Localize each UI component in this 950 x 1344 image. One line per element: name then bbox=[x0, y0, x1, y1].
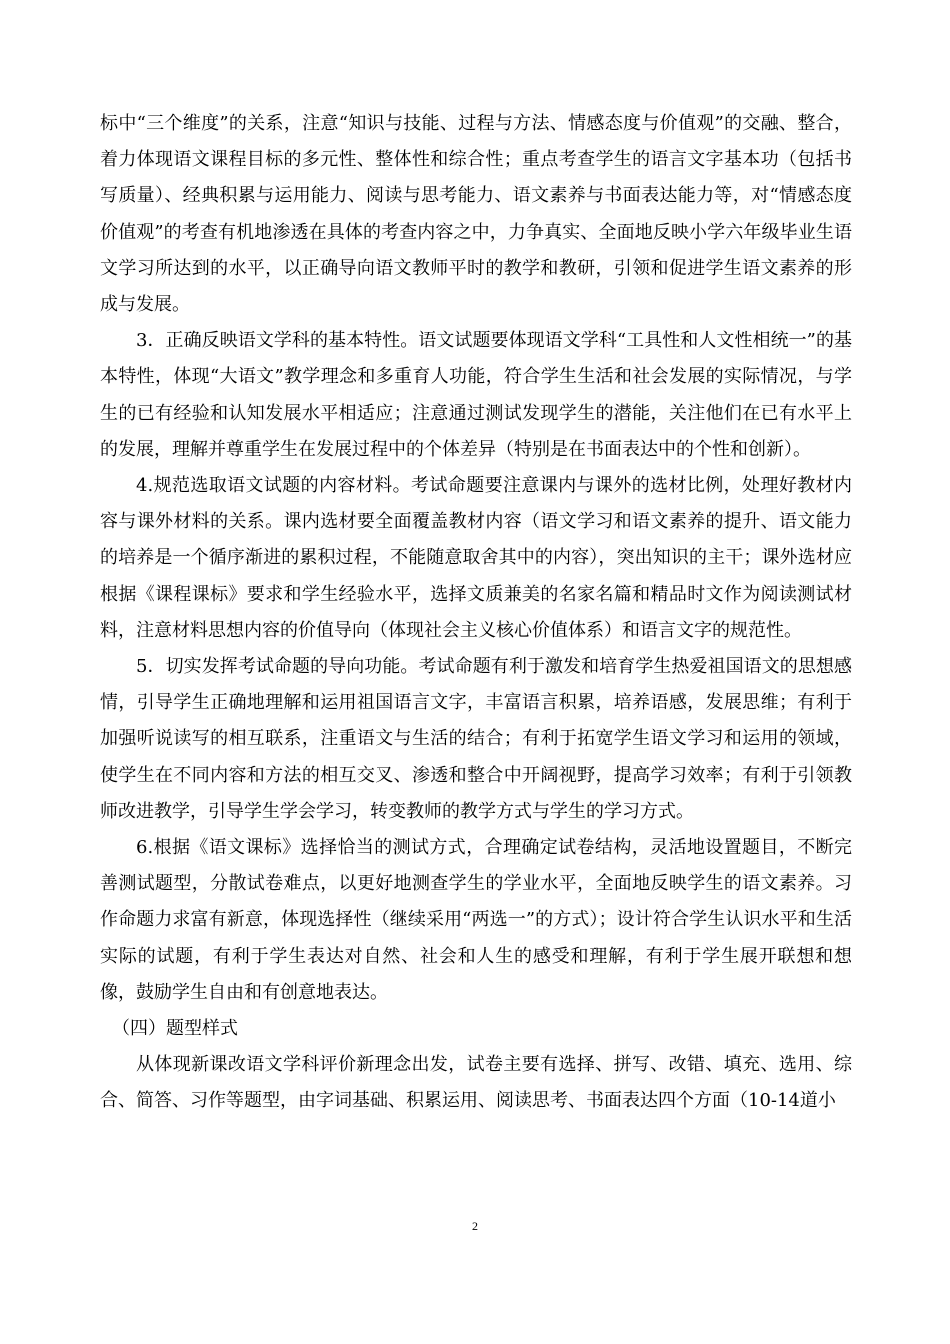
paragraph-item-4: 4.规范选取语文试题的内容材料。考试命题要注意课内与课外的选材比例，处理好教材内容与课外材料的关系。课内选材要全面覆盖教材内容（语文学习和语文素养的提升、语文能力的培养是一个循序渐进的累积过程，不能随意取舍其中的内容），突出知识的主干；课外选材应根据《课程课标》要求和学生经验水平，选择文质兼美的名家名篇和精品时文作为阅读测试材料，注意材料思想内容的价值导向（体现社会主义核心价值体系）和语言文字的规范性。 bbox=[100, 475, 852, 641]
paragraph-question-types: 从体现新课改语文学科评价新理念出发，试卷主要有选择、拼写、改错、填充、选用、综合、简答、习作等题型，由字词基础、积累运用、阅读思考、书面表达四个方面（10-14道小 bbox=[100, 1054, 852, 1112]
paragraph-item-6: 6.根据《语文课标》选择恰当的测试方式，合理确定试卷结构，灵活地设置题目，不断完善测试题型，分散试卷难点，以更好地测查学生的学业水平，全面地反映学生的语文素养。习作命题力求富有新意，体现选择性（继续采用“两选一”的方式）；设计符合学生认识水平和生活实际的试题，有利于学生表达对自然、社会和人生的感受和理解，有利于学生展开联想和想像，鼓励学生自由和有创意地表达。 bbox=[100, 837, 852, 1003]
paragraph-item-5: 5．切实发挥考试命题的导向功能。考试命题有利于激发和培育学生热爱祖国语文的思想感情，引导学生正确地理解和运用祖国语言文字，丰富语言积累，培养语感，发展思维；有利于加强听说读写的相互联系，注重语文与生活的结合；有利于拓宽学生语文学习和运用的领域，使学生在不同内容和方法的相互交叉、渗透和整合中开阔视野，提高学习效率；有利于引领教师改进教学，引导学生学会学习，转变教师的教学方式与学生的学习方式。 bbox=[100, 656, 852, 822]
paragraph-item-3: 3．正确反映语文学科的基本特性。语文试题要体现语文学科“工具性和人文性相统一”的基本特性，体现“大语文”教学理念和多重育人功能，符合学生生活和社会发展的实际情况，与学生的已有经验和认知发展水平相适应；注意通过测试发现学生的潜能，关注他们在已有水平上的发展，理解并尊重学生在发展过程中的个体差异（特别是在书面表达中的个性和创新）。 bbox=[100, 330, 852, 460]
paragraph-1: 标中“三个维度”的关系，注意“知识与技能、过程与方法、情感态度与价值观”的交融、整合，着力体现语文课程目标的多元性、整体性和综合性；重点考查学生的语言文字基本功（包括书写质量）、经典积累与运用能力、阅读与思考能力、语文素养与书面表达能力等，对“情感态度价值观”的考查有机地渗透在具体的考查内容之中，力争真实、全面地反映小学六年级毕业生语文学习所达到的水平，以正确导向语文教师平时的教学和教研，引领和促进学生语文素养的形成与发展。 bbox=[100, 113, 852, 316]
page-number: 2 bbox=[472, 1219, 478, 1233]
section-heading-question-types: （四）题型样式 bbox=[112, 1018, 238, 1040]
document-body bbox=[100, 106, 852, 1120]
